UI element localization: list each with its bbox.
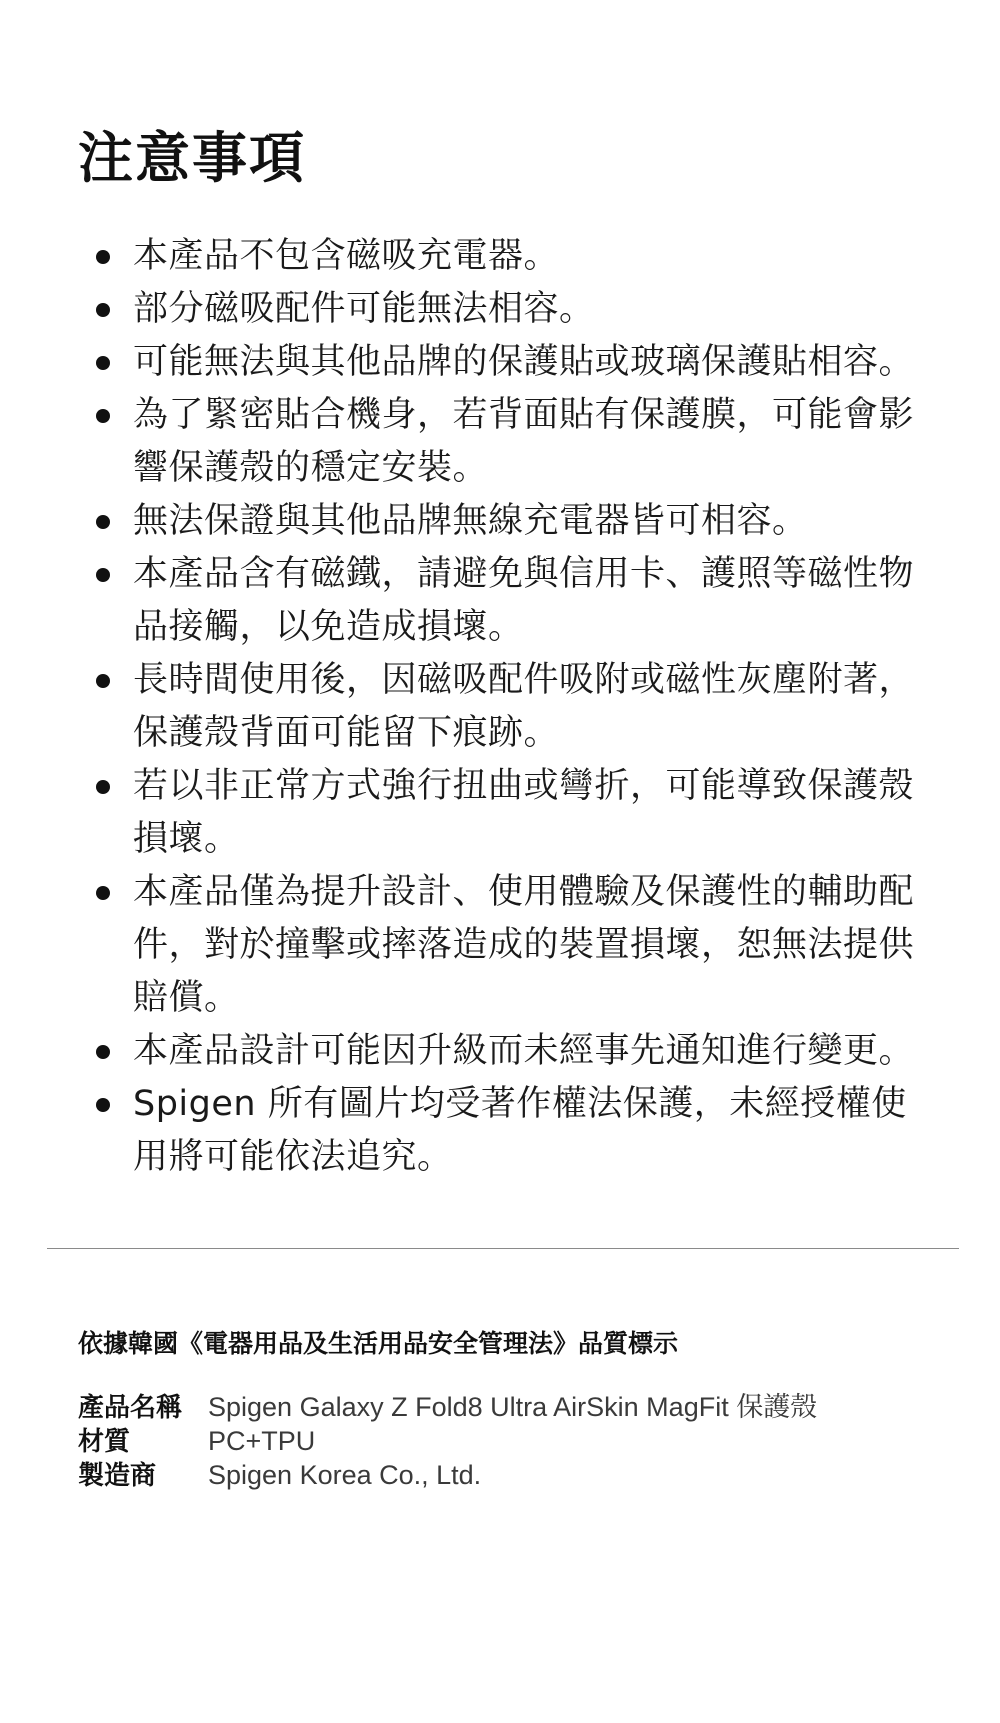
list-item — [0, 654, 1000, 760]
bullet-icon — [96, 886, 110, 900]
notice-item-text: 部分磁吸配件可能無法相容。 — [133, 289, 595, 329]
notice-item-text: 可能無法與其他品牌的保護貼或玻璃保護貼相容。 — [133, 342, 915, 382]
notice-item-text: Spigen 所有圖片均受著作權法保護，未經授權使用將可能依法追究。 — [133, 1084, 907, 1177]
spec-label: 產品名稱 — [78, 1393, 183, 1423]
bullet-icon — [96, 674, 110, 688]
notice-item-text: 無法保證與其他品牌無線充電器皆可相容。 — [133, 501, 808, 541]
spec-label: 材質 — [78, 1427, 131, 1457]
list-item — [0, 548, 1000, 654]
spec-row-manufacturer — [78, 1458, 817, 1492]
quality-label-heading: 依據韓國《電器用品及生活用品安全管理法》品質標示 — [78, 1329, 679, 1358]
notice-item-text: 為了緊密貼合機身，若背面貼有保護膜，可能會影響保護殼的穩定安裝。 — [133, 395, 915, 488]
bullet-icon — [96, 303, 110, 317]
notice-item-text: 本產品設計可能因升級而未經事先通知進行變更。 — [133, 1031, 915, 1071]
list-item — [0, 389, 1000, 495]
spec-row-material — [78, 1424, 817, 1458]
list-item — [0, 495, 1000, 548]
notice-item-text: 長時間使用後，因磁吸配件吸附或磁性灰塵附著，保護殼背面可能留下痕跡。 — [133, 660, 915, 753]
spec-row-product-name — [78, 1390, 817, 1424]
list-item — [0, 283, 1000, 336]
spec-label: 製造商 — [78, 1461, 157, 1491]
list-item — [0, 230, 1000, 283]
list-item — [0, 866, 1000, 1025]
bullet-icon — [96, 1098, 110, 1112]
bullet-icon — [96, 515, 110, 529]
list-item — [0, 760, 1000, 866]
bullet-icon — [96, 250, 110, 264]
list-item — [0, 1025, 1000, 1078]
bullet-icon — [96, 780, 110, 794]
notice-item-text: 本產品含有磁鐵，請避免與信用卡、護照等磁性物品接觸，以免造成損壞。 — [133, 554, 915, 647]
section-divider — [47, 1248, 959, 1249]
bullet-icon — [96, 356, 110, 370]
notice-list — [0, 230, 1000, 1184]
bullet-icon — [96, 568, 110, 582]
spec-value: Spigen Korea Co., Ltd. — [208, 1460, 482, 1490]
spec-value: Spigen Galaxy Z Fold8 Ultra AirSkin MagFit 保護殼 — [208, 1392, 818, 1422]
spec-table — [78, 1390, 817, 1492]
spec-value: PC+TPU — [208, 1426, 316, 1456]
notice-item-text: 若以非正常方式強行扭曲或彎折，可能導致保護殼損壞。 — [133, 766, 915, 859]
notice-item-text: 本產品僅為提升設計、使用體驗及保護性的輔助配件，對於撞擊或摔落造成的裝置損壞，恕無法提供賠償。 — [133, 872, 915, 1018]
bullet-icon — [96, 1045, 110, 1059]
notice-title: 注意事項 — [78, 126, 307, 190]
list-item — [0, 1078, 1000, 1184]
notice-item-text: 本產品不包含磁吸充電器。 — [133, 236, 560, 276]
list-item — [0, 336, 1000, 389]
bullet-icon — [96, 409, 110, 423]
